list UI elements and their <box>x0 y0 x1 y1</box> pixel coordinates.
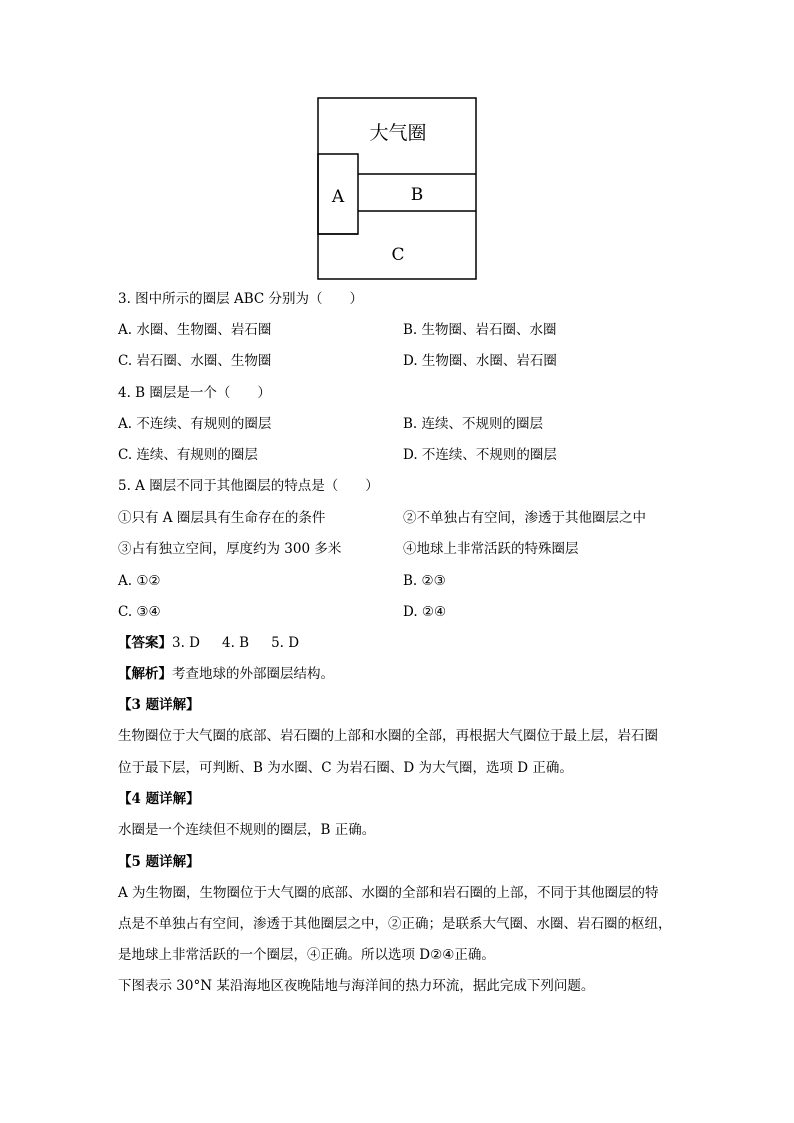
q4-option-d: D. 不连续、不规则的圈层 <box>403 447 557 463</box>
analysis-text: 考查地球的外部圈层结构。 <box>172 666 334 682</box>
answer-item-3: 3. D <box>172 635 200 651</box>
label-c: C <box>391 245 405 265</box>
q4-option-b: B. 连续、不规则的圈层 <box>403 416 544 432</box>
q5-option-d: D. ②④ <box>403 604 447 620</box>
q4-option-a: A. 不连续、有规则的圈层 <box>118 416 272 432</box>
q5-option-c: C. ③④ <box>118 604 161 620</box>
answer-line <box>118 634 299 652</box>
detail4-line-1: 水圈是一个连续但不规则的圈层，B 正确。 <box>118 822 376 838</box>
q3-stem: 3. 图中所示的圈层 ABC 分别为（ ） <box>118 291 364 307</box>
q3-option-a: A. 水圈、生物圈、岩石圈 <box>118 322 272 338</box>
detail5-title: 【5 题详解】 <box>118 854 200 870</box>
detail3-line-1: 生物圈位于大气圈的底部、岩石圈的上部和水圈的全部，再根据大气圈位于最上层，岩石圈 <box>118 728 658 744</box>
q5-stem: 5. A 圈层不同于其他圈层的特点是（ ） <box>118 478 379 494</box>
q4-option-c: C. 连续、有规则的圈层 <box>118 447 258 463</box>
detail4-title: 【4 题详解】 <box>118 791 200 807</box>
q5-statement-2: ②不单独占有空间，渗透于其他圈层之中 <box>403 510 646 526</box>
detail3-title: 【3 题详解】 <box>118 697 200 713</box>
detail5-line-2: 点是不单独占有空间，渗透于其他圈层之中，②正确；是联系大气圈、水圈、岩石圈的枢纽， <box>118 916 672 932</box>
q3-option-b: B. 生物圈、岩石圈、水圈 <box>403 322 557 338</box>
detail5-line-3: 是地球上非常活跃的一个圈层，④正确。所以选项 D②④正确。 <box>118 947 495 963</box>
q5-option-a: A. ①② <box>118 573 161 589</box>
q5-option-b: B. ②③ <box>403 573 446 589</box>
atmosphere-label: 大气圈 <box>369 122 427 144</box>
analysis-label: 【解析】 <box>118 666 172 682</box>
answer-item-4: 4. B <box>222 635 250 651</box>
q5-statement-4: ④地球上非常活跃的特殊圈层 <box>403 541 579 557</box>
q5-statement-3: ③占有独立空间，厚度约为 300 多米 <box>118 541 342 557</box>
answer-item-5: 5. D <box>271 635 300 651</box>
detail3-line-2: 位于最下层，可判断、B 为水圈、C 为岩石圈、D 为大气圈，选项 D 正确。 <box>118 760 573 776</box>
sphere-diagram-svg <box>317 97 477 280</box>
label-b: B <box>410 185 424 205</box>
label-a: A <box>331 187 345 207</box>
next-question-intro: 下图表示 30°N 某沿海地区夜晚陆地与海洋间的热力环流，据此完成下列问题。 <box>118 978 595 994</box>
q3-option-d: D. 生物圈、水圈、岩石圈 <box>403 353 557 369</box>
q5-statement-1: ①只有 A 圈层具有生命存在的条件 <box>118 510 326 526</box>
detail5-line-1: A 为生物圈，生物圈位于大气圈的底部、水圈的全部和岩石圈的上部，不同于其他圈层的特 <box>118 885 659 901</box>
analysis-line <box>118 665 334 683</box>
answer-label: 【答案】 <box>118 635 172 651</box>
q4-stem: 4. B 圈层是一个（ ） <box>118 385 271 401</box>
q3-option-c: C. 岩石圈、水圈、生物圈 <box>118 353 272 369</box>
sphere-diagram <box>317 97 477 280</box>
